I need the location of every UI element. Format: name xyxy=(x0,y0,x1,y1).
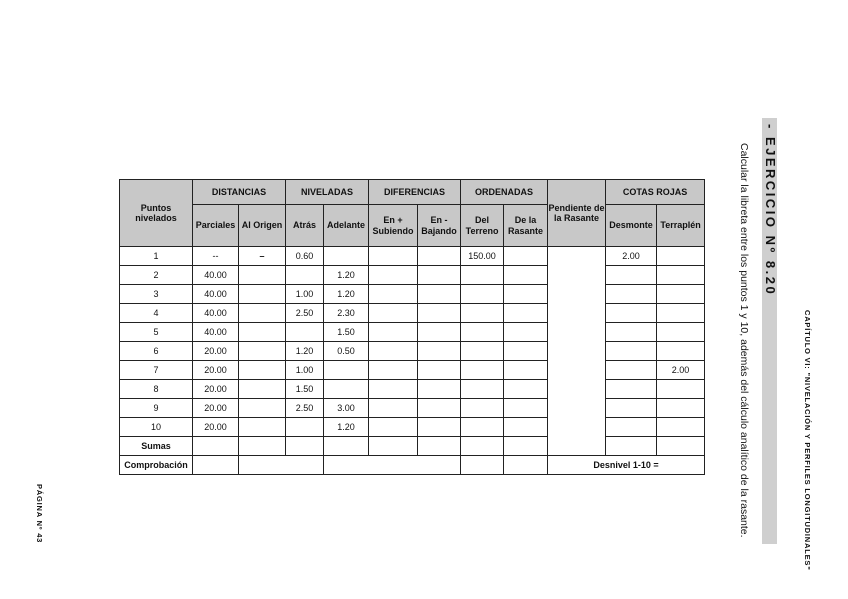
header-adelante: Adelante xyxy=(324,205,369,247)
cell-del-terreno xyxy=(461,342,504,361)
cell-atras: 0.60 xyxy=(286,247,324,266)
cell-de-la-rasante xyxy=(504,342,548,361)
header-del-terreno: Del Terreno xyxy=(461,205,504,247)
libreta-body xyxy=(120,247,705,475)
cell-subiendo xyxy=(369,247,418,266)
header-distancias: DISTANCIAS xyxy=(193,180,286,205)
cell-al-origen xyxy=(239,323,286,342)
cell-desmonte xyxy=(606,342,657,361)
cell-adelante xyxy=(324,380,369,399)
table-row xyxy=(120,361,705,380)
header-diferencias: DIFERENCIAS xyxy=(369,180,461,205)
cell-al-origen xyxy=(239,285,286,304)
cell-adelante xyxy=(324,361,369,380)
header-de-la-rasante: De la Rasante xyxy=(504,205,548,247)
cell-adelante: 3.00 xyxy=(324,399,369,418)
cell-terraplen xyxy=(657,323,705,342)
cell-parciales: 40.00 xyxy=(193,304,239,323)
sumas-row xyxy=(120,437,705,456)
cell-de-la-rasante xyxy=(504,399,548,418)
cell-al-origen xyxy=(239,418,286,437)
cell-subiendo xyxy=(369,399,418,418)
cell-terraplen xyxy=(657,266,705,285)
table-row xyxy=(120,380,705,399)
cell-terraplen xyxy=(657,418,705,437)
cell-parciales: 40.00 xyxy=(193,266,239,285)
cell-al-origen xyxy=(239,304,286,323)
comprobacion-label: Comprobación xyxy=(120,456,193,475)
cell-de-la-rasante xyxy=(504,437,548,456)
header-row-2 xyxy=(120,205,705,247)
cell-bajando xyxy=(418,399,461,418)
cell-subiendo xyxy=(369,361,418,380)
cell-adelante xyxy=(324,437,369,456)
table-row xyxy=(120,304,705,323)
cell-punto: 8 xyxy=(120,380,193,399)
cell-desmonte xyxy=(606,266,657,285)
cell-subiendo xyxy=(369,323,418,342)
cell-del-terreno: 150.00 xyxy=(461,247,504,266)
cell-al-origen xyxy=(239,361,286,380)
header-puntos: Puntos nivelados xyxy=(120,180,193,247)
cell-parciales: 40.00 xyxy=(193,285,239,304)
cell-punto: 5 xyxy=(120,323,193,342)
cell-del-terreno xyxy=(461,380,504,399)
cell-parciales: 20.00 xyxy=(193,342,239,361)
cell-desmonte xyxy=(606,380,657,399)
cell-bajando xyxy=(418,380,461,399)
cell-punto: 2 xyxy=(120,266,193,285)
cell-punto: 1 xyxy=(120,247,193,266)
cell-atras xyxy=(286,323,324,342)
cell-atras: 1.50 xyxy=(286,380,324,399)
header-atras: Atrás xyxy=(286,205,324,247)
cell-atras xyxy=(286,437,324,456)
header-cotas-rojas: COTAS ROJAS xyxy=(606,180,705,205)
cell-punto: 9 xyxy=(120,399,193,418)
cell-parciales: -- xyxy=(193,247,239,266)
libreta-table xyxy=(119,179,705,475)
cell-adelante: 1.50 xyxy=(324,323,369,342)
cell-bajando xyxy=(418,304,461,323)
table-row xyxy=(120,323,705,342)
cell-bajando xyxy=(418,342,461,361)
header-terraplen: Terraplén xyxy=(657,205,705,247)
chapter-header: CAPÍTULO VI: "NIVELACIÓN Y PERFILES LONGITUDINALES" xyxy=(803,310,812,571)
cell-subiendo xyxy=(369,266,418,285)
cell-al-origen xyxy=(239,399,286,418)
cell-terraplen xyxy=(657,304,705,323)
cell-del-terreno xyxy=(461,456,504,475)
cell-bajando xyxy=(418,437,461,456)
cell-de-la-rasante xyxy=(504,323,548,342)
cell-al-origen: – xyxy=(239,247,286,266)
cell-de-la-rasante xyxy=(504,380,548,399)
cell-terraplen xyxy=(657,399,705,418)
cell-subiendo xyxy=(369,342,418,361)
table-row xyxy=(120,266,705,285)
cell-del-terreno xyxy=(461,266,504,285)
cell-subiendo xyxy=(369,304,418,323)
cell-parciales: 40.00 xyxy=(193,323,239,342)
cell-subiendo xyxy=(369,380,418,399)
cell-subiendo xyxy=(369,285,418,304)
table-row xyxy=(120,418,705,437)
header-bajando: En - Bajando xyxy=(418,205,461,247)
cell-bajando xyxy=(418,418,461,437)
cell-del-terreno xyxy=(461,361,504,380)
cell-desmonte: 2.00 xyxy=(606,247,657,266)
cell-desmonte xyxy=(606,285,657,304)
page-number: PÁGINA Nº 43 xyxy=(35,484,44,544)
cell-desmonte xyxy=(606,399,657,418)
header-parciales: Parciales xyxy=(193,205,239,247)
cell-terraplen: 2.00 xyxy=(657,361,705,380)
cell-desmonte xyxy=(606,418,657,437)
header-desmonte: Desmonte xyxy=(606,205,657,247)
table-row xyxy=(120,285,705,304)
cell-adelante xyxy=(324,247,369,266)
cell-bajando xyxy=(418,266,461,285)
cell-de-la-rasante xyxy=(504,247,548,266)
cell-subiendo xyxy=(369,437,418,456)
sumas-label: Sumas xyxy=(120,437,193,456)
cell-del-terreno xyxy=(461,437,504,456)
cell-de-la-rasante xyxy=(504,285,548,304)
cell-bajando xyxy=(418,285,461,304)
cell-de-la-rasante xyxy=(504,418,548,437)
comprobacion-row xyxy=(120,456,705,475)
cell-adelante: 1.20 xyxy=(324,266,369,285)
cell-atras: 2.50 xyxy=(286,399,324,418)
cell-bajando xyxy=(418,247,461,266)
cell-adelante: 0.50 xyxy=(324,342,369,361)
cell-comprobacion-diferencias xyxy=(324,456,461,475)
cell-desmonte xyxy=(606,437,657,456)
cell-terraplen xyxy=(657,342,705,361)
exercise-description: Calcular la libreta entre los puntos 1 y 10, además del cálculo analítico de la rasante. xyxy=(738,143,750,538)
cell-del-terreno xyxy=(461,323,504,342)
cell-atras: 1.00 xyxy=(286,285,324,304)
cell-comprobacion-niveladas xyxy=(239,456,324,475)
cell-subiendo xyxy=(369,418,418,437)
cell-adelante: 1.20 xyxy=(324,285,369,304)
cell-desmonte xyxy=(606,304,657,323)
cell-de-la-rasante xyxy=(504,361,548,380)
cell-desmonte xyxy=(606,361,657,380)
header-niveladas: NIVELADAS xyxy=(286,180,369,205)
table-row xyxy=(120,247,705,266)
table-row xyxy=(120,342,705,361)
cell-pendiente xyxy=(548,247,606,456)
cell-atras xyxy=(286,266,324,285)
cell-punto: 4 xyxy=(120,304,193,323)
cell-punto: 10 xyxy=(120,418,193,437)
header-pendiente: Pendiente de la Rasante xyxy=(548,180,606,247)
cell-atras: 1.20 xyxy=(286,342,324,361)
header-ordenadas: ORDENADAS xyxy=(461,180,548,205)
table-row xyxy=(120,399,705,418)
header-row-1 xyxy=(120,180,705,205)
desnivel-label: Desnivel 1-10 = xyxy=(548,456,705,475)
cell-terraplen xyxy=(657,247,705,266)
cell-al-origen xyxy=(239,342,286,361)
cell-al-origen xyxy=(239,266,286,285)
cell-bajando xyxy=(418,323,461,342)
cell-terraplen xyxy=(657,380,705,399)
cell-de-la-rasante xyxy=(504,304,548,323)
cell-atras: 2.50 xyxy=(286,304,324,323)
cell-bajando xyxy=(418,361,461,380)
cell-del-terreno xyxy=(461,304,504,323)
cell-de-la-rasante xyxy=(504,266,548,285)
cell-punto: 3 xyxy=(120,285,193,304)
cell-terraplen xyxy=(657,437,705,456)
cell-parciales: 20.00 xyxy=(193,418,239,437)
header-subiendo: En + Subiendo xyxy=(369,205,418,247)
header-al-origen: Al Origen xyxy=(239,205,286,247)
cell-punto: 7 xyxy=(120,361,193,380)
cell-parciales xyxy=(193,456,239,475)
cell-atras xyxy=(286,418,324,437)
cell-terraplen xyxy=(657,285,705,304)
cell-adelante: 1.20 xyxy=(324,418,369,437)
cell-parciales: 20.00 xyxy=(193,399,239,418)
cell-punto: 6 xyxy=(120,342,193,361)
cell-al-origen xyxy=(239,380,286,399)
cell-adelante: 2.30 xyxy=(324,304,369,323)
cell-desmonte xyxy=(606,323,657,342)
cell-atras: 1.00 xyxy=(286,361,324,380)
cell-parciales: 20.00 xyxy=(193,380,239,399)
cell-de-la-rasante xyxy=(504,456,548,475)
cell-del-terreno xyxy=(461,399,504,418)
cell-del-terreno xyxy=(461,418,504,437)
cell-parciales xyxy=(193,437,239,456)
cell-del-terreno xyxy=(461,285,504,304)
cell-al-origen xyxy=(239,437,286,456)
cell-parciales: 20.00 xyxy=(193,361,239,380)
exercise-title: - EJERCICIO Nº 8.20 xyxy=(763,124,778,297)
